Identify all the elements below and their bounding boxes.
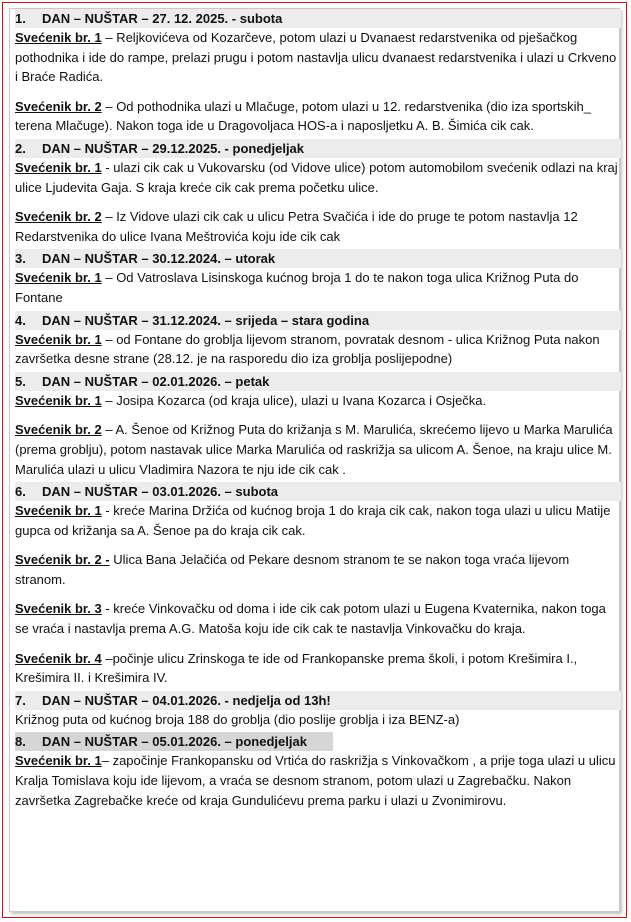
priest-label: Svećenik br. 2: [15, 422, 102, 438]
day-block: [15, 691, 621, 730]
day-header: [15, 9, 621, 28]
entry-text: – Iz Vidove ulazi cik cak u ulicu Petra Svačića i ide do pruge te potom nastavlja 12 Redarstvenika do ulice Ivana Meštrovića koju ide cik cak: [15, 209, 578, 244]
entry-text: - ulazi cik cak u Vukovarsku (od Vidove ulice) potom automobilom svećenik odlazi na kraj ulice Ljudevita Gaja. S kraja kreće cik cak prema početku ulice.: [15, 159, 618, 195]
entry-text: - kreće Marina Držića od kućnog broja 1 do kraja cik cak, nakon toga ulazi u ulicu Matije gupca od križanja sa A. Šenoe pa do kraja cik cak.: [15, 503, 611, 538]
priest-label: Svećenik br. 1: [15, 30, 102, 45]
day-block: [15, 372, 621, 479]
schedule-entry: [15, 550, 621, 589]
priest-label: Svećenik br. 1: [15, 503, 102, 519]
schedule-entry: [15, 599, 621, 638]
day-number: 7.: [15, 692, 26, 708]
priest-label: Svećenik br. 1: [15, 331, 102, 347]
day-header: [15, 311, 621, 330]
schedule-entry: [15, 710, 621, 730]
schedule-entry: [15, 158, 621, 197]
day-number: 4.: [15, 312, 26, 328]
schedule-entry: [15, 501, 621, 540]
schedule-entry: [15, 97, 621, 136]
day-title: DAN – NUŠTAR – 02.01.2026. – petak: [42, 373, 270, 389]
entry-text: –počinje ulicu Zrinskoga te ide od Frankopanske prema školi, i potom Krešimira I., Krešimira II. i Krešimira IV.: [15, 650, 578, 686]
schedule-entry: [15, 751, 621, 810]
entry-text: Ulica Bana Jelačića od Pekare desnom stranom te se nakon toga vraća lijevom stranom.: [15, 552, 570, 587]
day-number: 8.: [15, 734, 26, 750]
priest-label: Svećenik br. 1: [15, 753, 102, 769]
day-number: 5.: [15, 373, 26, 389]
day-block: [15, 9, 621, 136]
entry-text: – Reljkovićeva od Kozarčeve, potom ulazi u Dvanaest redarstvenika od pješačkog pothodnika i ide do rampe, prelazi prugu i potom nastavlja ulicu dvanaest redarstvenika i ulazi u Crkveno i Braće Radića.: [15, 30, 617, 85]
day-block: [15, 311, 621, 369]
day-title: DAN – NUŠTAR – 31.12.2024. – srijeda – stara godina: [42, 312, 370, 328]
day-title: DAN – NUŠTAR – 29.12.2025. - ponedjeljak: [42, 140, 305, 156]
entry-text: Križnog puta od kućnog broja 188 do groblja (dio poslije groblja i iza BENZ-a): [15, 711, 460, 727]
schedule-entry: [15, 28, 621, 87]
entry-text: – Josipa Kozarca (od kraja ulice), ulazi u Ivana Kozarca i Osječka.: [101, 392, 487, 408]
day-number: 2.: [15, 140, 26, 156]
day-title: DAN – NUŠTAR – 03.01.2026. – subota: [42, 484, 279, 500]
day-block: [15, 482, 621, 688]
day-block: [15, 249, 621, 307]
schedule-entry: [15, 268, 621, 307]
day-title: DAN – NUŠTAR – 30.12.2024. – utorak: [42, 251, 276, 267]
priest-label: Svećenik br. 1: [15, 159, 102, 175]
day-title: DAN – NUŠTAR – 27. 12. 2025. - subota: [42, 11, 283, 26]
day-number: 1.: [15, 11, 26, 26]
day-block: [15, 732, 621, 810]
day-number: 6.: [15, 484, 26, 500]
day-header: [15, 482, 621, 501]
schedule-entry: [15, 391, 621, 411]
day-title: DAN – NUŠTAR – 05.01.2026. – ponedjeljak: [42, 734, 307, 750]
priest-label: Svećenik br. 3: [15, 601, 102, 617]
day-number: 3.: [15, 251, 26, 267]
day-header: [15, 139, 621, 158]
priest-label: Svećenik br. 4: [15, 650, 102, 666]
day-header: [15, 691, 621, 710]
entry-text: – od Fontane do groblja lijevom stranom, povratak desnom - ulica Križnog Puta nakon završetka desne strane (28.12. je na rasporedu dio iza groblja poslijepodne): [15, 331, 600, 367]
schedule-entry: [15, 649, 621, 688]
entry-text: – započinje Frankopansku od Vrtića do raskrižja s Vinkovačkom , a prije toga ulazi u ulicu Kralja Tomislava koju ide lijevom, a vraća se desnom stranom, potom ulazi u Zagrebačku. Nakon završetka Zagrebačke kreće od kraja Gundulićevu prema parku i ulazi u Zvonimirovu.: [15, 753, 616, 808]
entry-text: – Od pothodnika ulazi u Mlačuge, potom ulazi u 12. redarstvenika (dio iza sportskih_ terena Mlačuge). Nakon toga ide u Dragovoljaca HOS-a i naposljetku A. B. Šimića cik cak.: [15, 98, 591, 134]
schedule-entry: [15, 420, 621, 479]
priest-label: Svećenik br. 2 -: [15, 552, 110, 568]
priest-label: Svećenik br. 2: [15, 98, 102, 114]
entry-text: – Od Vatroslava Lisinskoga kućnog broja 1 do te nakon toga ulica Križnog Puta do Fontane: [15, 270, 579, 305]
priest-label: Svećenik br. 1: [15, 392, 102, 408]
schedule-entry: [15, 330, 621, 369]
day-block: [15, 139, 621, 246]
entry-text: - kreće Vinkovačku od doma i ide cik cak potom ulazi u Eugena Kvaternika, nakon toga se vraća i nastavlja prema A.G. Matoša koju ide cik cak te nastavlja Vinkovačku do kraja.: [15, 601, 606, 637]
day-header: [15, 372, 621, 391]
entry-text: – A. Šenoe od Križnog Puta do križanja s M. Marulića, skrećemo lijevo u Marka Marulića (prema groblju), potom nastavak ulice Marka Marulića od raskrižja sa ulicom A. Šenoe, na kraju ulice M. Marulića ulazi u ulicu Vladimira Nazora te nju ide cik cak .: [15, 422, 613, 477]
priest-label: Svećenik br. 1: [15, 270, 102, 286]
schedule-entry: [15, 207, 621, 246]
day-title: DAN – NUŠTAR – 04.01.2026. - nedjelja od 13h!: [42, 692, 331, 708]
schedule-document: [15, 9, 621, 810]
priest-label: Svećenik br. 2: [15, 209, 102, 225]
day-header: [15, 249, 621, 268]
day-header: [15, 732, 333, 751]
